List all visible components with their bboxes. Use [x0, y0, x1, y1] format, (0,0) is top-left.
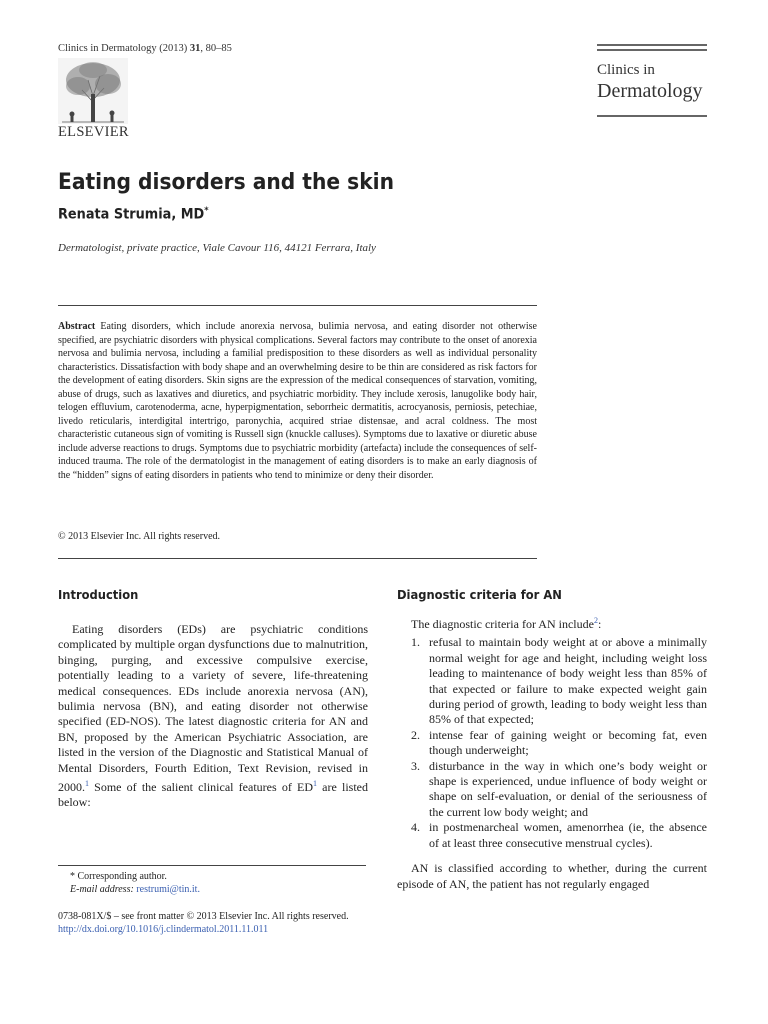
- criteria-item: [411, 728, 707, 759]
- diagnostic-intro: The diagnostic criteria for AN include: [411, 617, 594, 631]
- criteria-item: [411, 759, 707, 821]
- issn-line: 0738-081X/$ – see front matter © 2013 Elsevier Inc. All rights reserved.: [58, 911, 349, 922]
- criteria-text: refusal to maintain body weight at or above a minimally normal weight for age and height, including weight loss leading to maintenance of body weight less than 85% of that expected or failure to make expected weight gain during period of growth, leading to body weight less than 85% of that expected;: [429, 635, 707, 727]
- footnote-email-label: E-mail address:: [70, 884, 134, 895]
- intro-text-b: Some of the salient clinical features of ED: [89, 780, 313, 795]
- criteria-number: 2.: [411, 727, 420, 742]
- criteria-text: intense fear of gaining weight or becoming fat, even though underweight;: [429, 727, 707, 758]
- journal-volume: 31: [189, 43, 201, 54]
- criteria-text: in postmenarcheal women, amenorrhea (ie, the absence of at least three consecutive menstrual cycles).: [429, 820, 707, 850]
- diagnostic-closing: AN is classified according to whether, during the current episode of AN, the patient has not regularly engaged: [397, 861, 707, 891]
- journal-brand-rule-bottom: [597, 115, 707, 117]
- author-mark: *: [204, 206, 209, 216]
- diagnostic-intro-end: :: [597, 617, 602, 631]
- doi-link[interactable]: http://dx.doi.org/10.1016/j.clindermatol.2011.11.011: [58, 924, 269, 935]
- diagnostic-ref-link[interactable]: 2: [593, 616, 598, 625]
- author-affiliation: Dermatologist, private practice, Viale Cavour 116, 44121 Ferrara, Italy: [58, 242, 376, 254]
- criteria-list: [411, 635, 707, 851]
- journal-year: (2013): [159, 43, 188, 54]
- elsevier-tree-logo: [58, 58, 128, 124]
- intro-ref-link[interactable]: 1: [85, 779, 89, 789]
- journal-brand-line2: Dermatology: [597, 80, 703, 102]
- criteria-number: 4.: [411, 820, 420, 835]
- abstract-bottom-rule: [58, 558, 537, 559]
- criteria-item: [411, 820, 707, 851]
- intro-text-a: Eating disorders (EDs) are psychiatric conditions complicated by multiple organ dysfunctions due to malnutrition, binging, purging, and excessive compulsive exercise, potentially leading to a variety of severe, life-threatening medical consequences. EDs include anorexia nervosa (AN), bulimia nervosa (BN), and eating disorder not otherwise specified (ED-NOS). The latest diagnostic criteria for AN and BN, proposed by the American Psychiatric Association, are listed in the version of the Diagnostic and Statistical Manual of Mental Disorders, Fourth Edition, Text Revision, revised in 2000.: [58, 622, 368, 795]
- diagnostic-heading: Diagnostic criteria for AN: [397, 587, 562, 602]
- intro-ref-link[interactable]: 1: [312, 779, 317, 789]
- criteria-number: 1.: [411, 635, 420, 650]
- intro-text-c: are listed below:: [58, 780, 368, 810]
- publisher-name: ELSEVIER: [58, 124, 129, 140]
- footnote-mark: *: [70, 871, 75, 882]
- abstract-label: Abstract: [58, 321, 96, 332]
- abstract-text: [58, 320, 537, 482]
- journal-brand-rule-top: [597, 44, 707, 54]
- introduction-heading: Introduction: [58, 587, 139, 602]
- journal-brand-line1: Clinics in: [597, 62, 655, 78]
- journal-pages: , 80–85: [200, 43, 232, 54]
- author-name: Renata Strumia, MD: [58, 206, 205, 223]
- criteria-item: [411, 635, 707, 727]
- criteria-number: 3.: [411, 758, 420, 773]
- journal-name: Clinics in Dermatology: [58, 43, 157, 54]
- footnote-corresponding: Corresponding author.: [77, 871, 167, 882]
- footnote: [58, 870, 368, 896]
- abstract-top-rule: [58, 305, 537, 306]
- introduction-text: [58, 622, 368, 811]
- article-author: [58, 206, 209, 223]
- footnote-rule: [58, 865, 366, 866]
- journal-citation: [58, 43, 232, 54]
- author-email-link[interactable]: restrumi@tin.it.: [136, 884, 200, 895]
- diagnostic-text: [397, 613, 707, 892]
- abstract-body: Eating disorders, which include anorexia nervosa, bulimia nervosa, and eating disorder not otherwise specified, are psychiatric disorders with physical complications. Several factors may contribute to the onset of anorexia nervosa and bulimia nervosa, including a familial predisposition to these disorders as well as individual personality characteristics. Dissatisfaction with body shape and an overwhelming desire to be thin are considered as risk factors for the development of eating disorders. Skin signs are the expression of the medical consequences of starvation, vomiting, abuse of drugs, such as laxatives and diuretics, and psychiatric morbidity. They include xerosis, lanugolike body hair, telogen effluvium, carotenoderma, acne, hyperpigmentation, seborrheic dermatitis, acrocyanosis, perniosis, petechiae, livedo reticularis, interdigital intertrigo, paronychia, acquired striae distensae, and acral coldness. The most characteristic cutaneous sign of vomiting is Russell sign (knuckle calluses). Symptoms due to laxative or diuretic abuse include adverse reactions to drugs. Symptoms due to psychiatric morbidity (artefacta) include the consequences of self-induced trauma. The role of the dermatologist in the management of eating disorders is to make an early diagnosis of the “hidden” signs of eating disorders in patients who tend to minimize or deny their disorder.: [58, 321, 537, 481]
- criteria-text: disturbance in the way in which one’s body weight or shape is experienced, undue influence of body weight or shape on self-evaluation, or denial of the seriousness of the current low body weight; and: [429, 758, 707, 819]
- article-title: Eating disorders and the skin: [58, 170, 395, 195]
- abstract-copyright: © 2013 Elsevier Inc. All rights reserved.: [58, 531, 221, 542]
- issn-block: [58, 910, 388, 936]
